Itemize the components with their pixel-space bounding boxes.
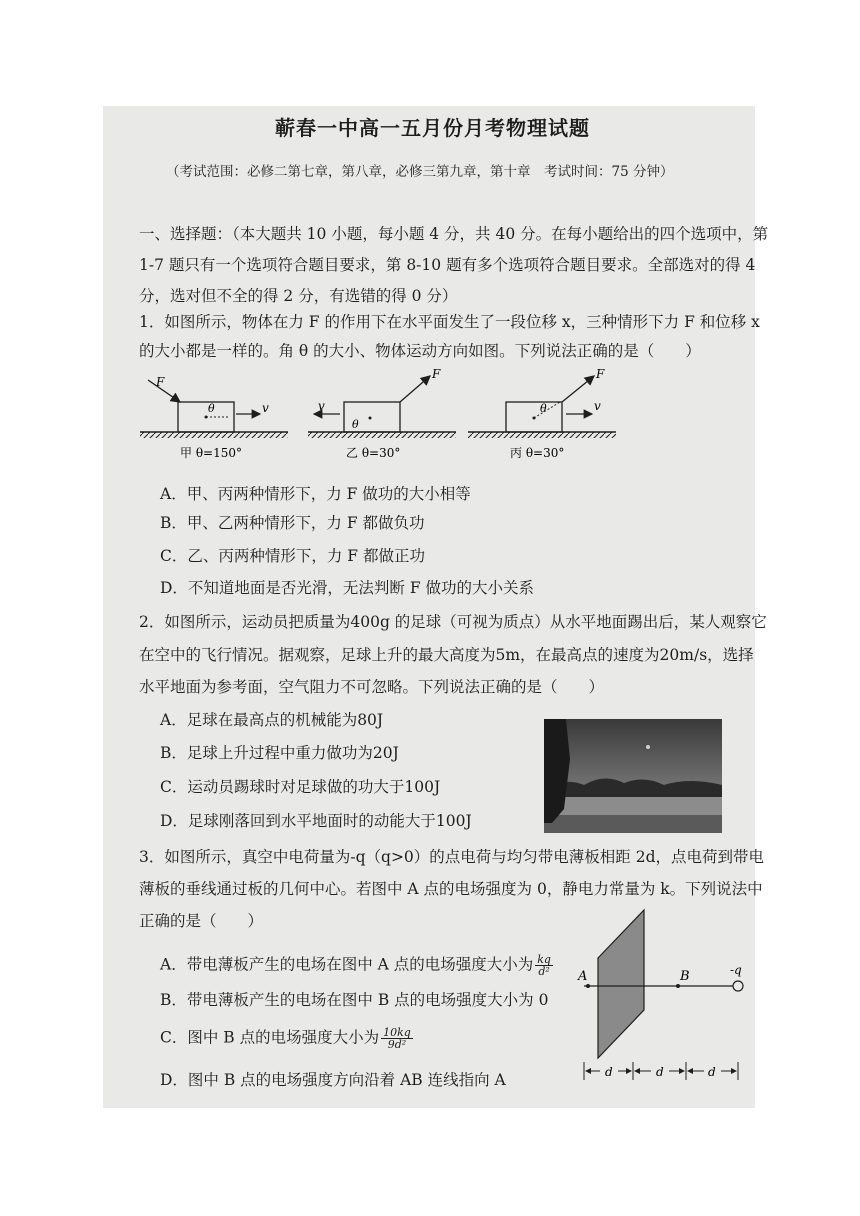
page-title: 蕲春一中高一五月份月考物理试题: [275, 116, 590, 140]
q2-option-d: D．足球刚落回到水平地面时的动能大于100J: [160, 812, 472, 830]
q2-option-c: C．运动员踢球时对足球做的功大于100J: [160, 778, 441, 796]
section-line-3: 分，选对但不全的得 2 分，有选错的得 0 分）: [139, 287, 458, 305]
charged-plate: [598, 910, 644, 1058]
q3-stem-3: 正确的是（ ）: [139, 912, 264, 930]
q3-option-a: A．带电薄板产生的电场在图中 A 点的电场强度大小为 $\frac{kq}{\text{d²}}$: [160, 953, 551, 978]
q1-option-d: D．不知道地面是否光滑，无法判断 F 做功的大小关系: [160, 579, 535, 597]
q3-option-b: B．带电薄板产生的电场在图中 B 点的电场强度大小为 0: [160, 991, 549, 1009]
svg-text:d: d: [708, 1065, 716, 1079]
point-charge: [733, 981, 743, 991]
fraction-10kq-9d2: $\frac{10kq}{\text{9d²}}$: [383, 1026, 411, 1051]
q1-figures: [130, 362, 630, 462]
q1-stem-1: 1．如图所示，物体在力 F 的作用下在水平面发生了一段位移 x，三种情形下力 F 和位移 x: [139, 313, 760, 331]
q2-stem-1: 2．如图所示，运动员把质量为400g 的足球（可视为质点）从水平地面踢出后，某人观察它: [139, 613, 767, 631]
football-photo: [544, 719, 722, 833]
svg-text:F: F: [432, 367, 441, 381]
q2-stem-3: 水平地面为参考面，空气阻力不可忽略。下列说法正确的是（ ）: [139, 678, 605, 696]
figure-yi: [308, 367, 456, 460]
svg-text:d: d: [656, 1065, 664, 1079]
q1-option-c: C．乙、丙两种情形下，力 F 都做正功: [160, 547, 425, 565]
q3-figure: [574, 900, 752, 1086]
label-jia: 甲 θ=150°: [180, 446, 242, 460]
svg-text:v: v: [318, 399, 325, 413]
q3-option-d: D．图中 B 点的电场强度方向沿着 AB 连线指向 A: [160, 1071, 506, 1089]
figure-jia: [140, 375, 288, 460]
svg-text:F: F: [596, 367, 605, 381]
section-line-2: 1-7 题只有一个选项符合题目要求，第 8-10 题有多个选项符合题目要求。全部选对的得 4: [139, 256, 756, 274]
figure-bing: [468, 367, 616, 460]
svg-text:B: B: [680, 969, 690, 984]
svg-text:θ: θ: [208, 402, 215, 415]
svg-text:A: A: [578, 969, 588, 984]
label-bing: 丙 θ=30°: [510, 446, 565, 460]
exam-scope: （考试范围：必修二第七章，第八章，必修三第九章，第十章 考试时间：75 分钟）: [166, 164, 674, 180]
label-yi: 乙 θ=30°: [346, 446, 401, 460]
q1-option-a: A．甲、丙两种情形下，力 F 做功的大小相等: [160, 485, 471, 503]
q3-option-c: C．图中 B 点的电场强度大小为 $\frac{10kq}{\text{9d²}}$: [160, 1026, 411, 1051]
svg-text:v: v: [262, 401, 269, 415]
q1-stem-2: 的大小都是一样的。角 θ 的大小、物体运动方向如图。下列说法正确的是（ ）: [139, 342, 701, 360]
svg-text:θ: θ: [540, 402, 547, 415]
section-line-1: 一、选择题：（本大题共 10 小题，每小题 4 分，共 40 分。在每小题给出的四个选项中，第: [139, 225, 769, 243]
svg-text:F: F: [156, 375, 165, 389]
svg-text:-q: -q: [730, 963, 742, 977]
q2-option-b: B．足球上升过程中重力做功为20J: [160, 744, 399, 762]
fraction-kq-d2: $\frac{kq}{\text{d²}}$: [537, 953, 551, 978]
q2-stem-2: 在空中的飞行情况。据观察，足球上升的最大高度为5m，在最高点的速度为20m/s，选择: [139, 646, 754, 664]
svg-text:d: d: [605, 1065, 613, 1079]
svg-text:θ: θ: [352, 418, 359, 431]
q2-option-a: A．足球在最高点的机械能为80J: [160, 711, 384, 729]
q3-stem-2: 薄板的垂线通过板的几何中心。若图中 A 点的电场强度为 0，静电力常量为 k。下列说法中: [139, 880, 763, 898]
svg-text:v: v: [594, 399, 601, 413]
q1-option-b: B．甲、乙两种情形下，力 F 都做负功: [160, 514, 425, 532]
q3-stem-1: 3．如图所示，真空中电荷量为-q（q>0）的点电荷与均匀带电薄板相距 2d，点电荷到带电: [139, 848, 765, 866]
